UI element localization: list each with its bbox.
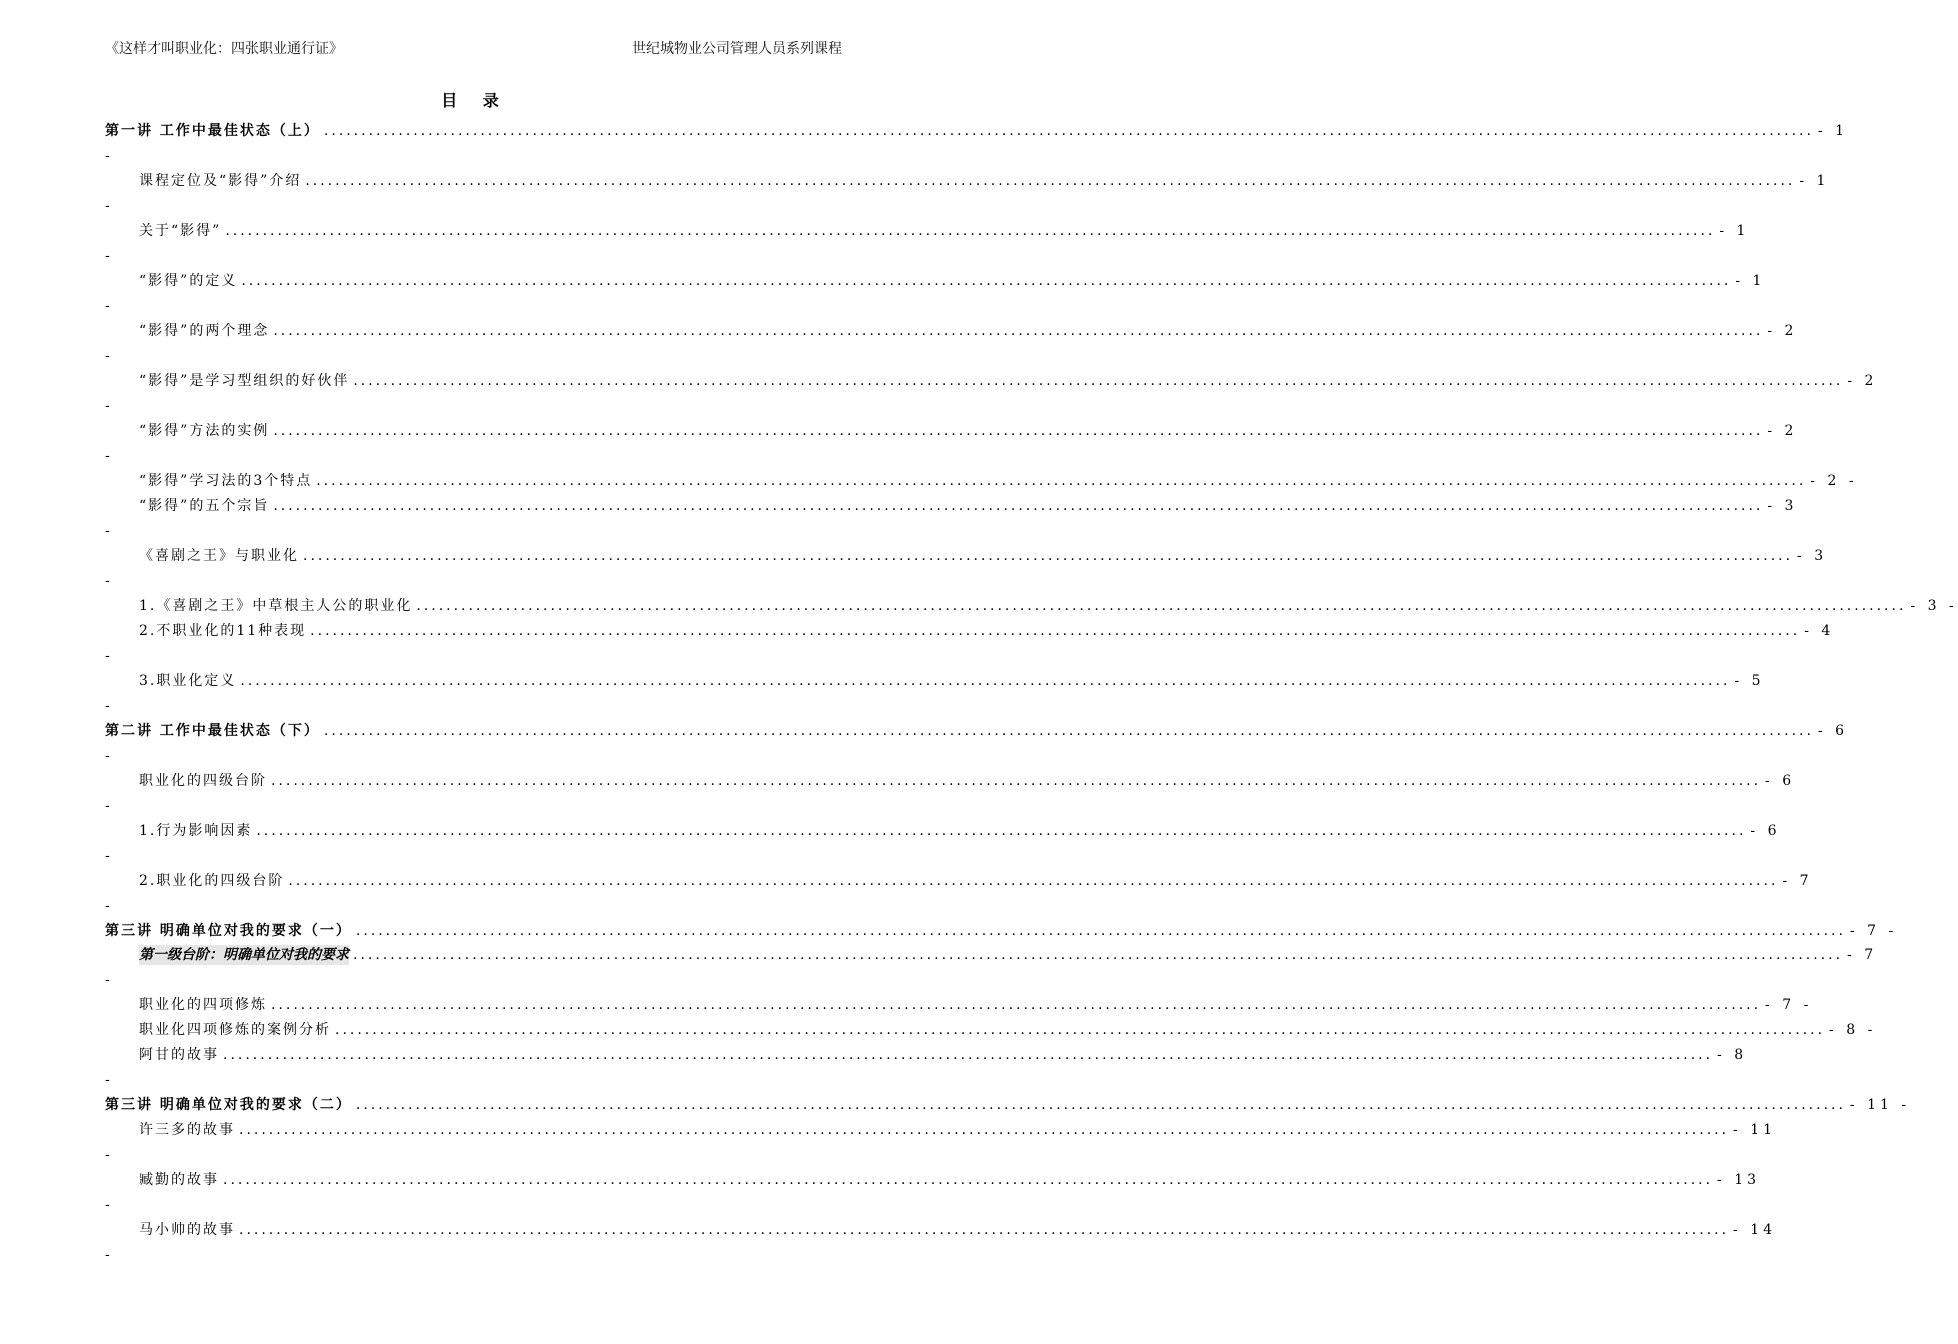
toc-leader-dots: ........................................................................................................................................................................................................: [288, 872, 1779, 889]
toc-leader-dots: ........................................................................................................................................................................................................: [310, 622, 1801, 639]
toc-entry-label: 课程定位及“影得”介绍: [139, 173, 302, 189]
toc-entry[interactable]: [139, 596, 1958, 616]
toc-entry-page: - 5: [1734, 672, 1765, 689]
toc-leader-dots: ........................................................................................................................................................................................................: [316, 473, 1807, 489]
toc-entry-label: 马小帅的故事: [139, 1221, 235, 1238]
toc-entry[interactable]: [139, 821, 1781, 841]
toc-entry-label: “影得”方法的实例: [139, 423, 270, 439]
toc-leader-dots: ........................................................................................................................................................................................................: [323, 123, 1814, 139]
toc-entry-page: - 2: [1847, 373, 1878, 389]
toc-leader-dots: ........................................................................................................................................................................................................: [271, 997, 1762, 1014]
toc-entry[interactable]: [139, 321, 1798, 341]
toc-chapter-entry[interactable]: [105, 1095, 1911, 1115]
toc-entry-page: - 2: [1767, 323, 1798, 339]
toc-leader-dots: ........................................................................................................................................................................................................: [353, 947, 1844, 964]
toc-leader-dots: ........................................................................................................................................................................................................: [256, 822, 1747, 839]
toc-page-suffix: -: [105, 198, 110, 214]
toc-entry[interactable]: [139, 1020, 1877, 1040]
toc-entry-label: 第三讲 明确单位对我的要求（一）: [105, 922, 352, 939]
toc-page-suffix: -: [105, 572, 110, 589]
toc-entry[interactable]: [139, 771, 1796, 791]
toc-entry-page: - 7 -: [1765, 997, 1813, 1014]
toc-entry[interactable]: [139, 945, 1878, 965]
toc-page-suffix: -: [105, 398, 110, 414]
toc-entry-label: 2.职业化的四级台阶: [139, 872, 285, 889]
toc-entry-page: - 7: [1847, 947, 1878, 964]
toc-entry-label: 阿甘的故事: [139, 1047, 219, 1063]
toc-leader-dots: ........................................................................................................................................................................................................: [223, 1047, 1714, 1063]
toc-entry-page: - 6: [1750, 822, 1781, 839]
toc-chapter-entry[interactable]: [105, 921, 1898, 941]
toc-entry-page: - 2 -: [1810, 473, 1858, 489]
toc-entry-page: - 11 -: [1849, 1097, 1911, 1113]
toc-entry-label: 2.不职业化的11种表现: [139, 622, 307, 639]
toc-entry[interactable]: [139, 371, 1878, 391]
toc-entry-label: 1.《喜剧之王》中草根主人公的职业化: [139, 597, 413, 614]
toc-entry-page: - 6: [1765, 772, 1796, 789]
header-right-text: 世纪城物业公司管理人员系列课程: [632, 41, 842, 57]
toc-entry-label: 许三多的故事: [139, 1121, 235, 1138]
toc-entry-label: “影得”的两个理念: [139, 323, 270, 339]
toc-page-suffix: -: [105, 847, 110, 864]
toc-leader-dots: ........................................................................................................................................................................................................: [240, 672, 1731, 689]
toc-entry-label: 1.行为影响因素: [139, 822, 253, 839]
toc-entry-label: 关于“影得”: [139, 223, 222, 239]
toc-leader-dots: ........................................................................................................................................................................................................: [239, 1121, 1730, 1138]
toc-entry-page: - 4: [1804, 622, 1835, 639]
toc-leader-dots: ........................................................................................................................................................................................................: [241, 273, 1732, 289]
toc-chapter-entry[interactable]: [105, 121, 1849, 141]
toc-page-suffix: -: [105, 1146, 110, 1163]
toc-entry-label: 第一级台阶：明确单位对我的要求: [139, 947, 349, 964]
toc-entry-page: - 7 -: [1849, 922, 1898, 939]
toc-page-suffix: -: [105, 348, 110, 364]
toc-entry-label: 第三讲 明确单位对我的要求（二）: [105, 1097, 352, 1113]
toc-page-suffix: -: [105, 248, 110, 264]
toc-entry-label: 第一讲 工作中最佳状态（上）: [105, 123, 320, 139]
toc-leader-dots: ........................................................................................................................................................................................................: [335, 1022, 1826, 1039]
toc-entry[interactable]: [139, 1220, 1777, 1240]
toc-entry-page: - 2: [1767, 423, 1798, 439]
toc-entry-label: “影得”的五个宗旨: [139, 497, 270, 514]
toc-entry[interactable]: [139, 221, 1750, 241]
toc-entry-page: - 11: [1733, 1121, 1777, 1138]
toc-entry-page: - 1: [1719, 223, 1750, 239]
toc-entry-page: - 3: [1767, 497, 1798, 514]
toc-page-suffix: -: [105, 448, 110, 464]
toc-entry-page: - 8: [1717, 1047, 1748, 1063]
toc-entry[interactable]: [139, 995, 1813, 1015]
toc-entry[interactable]: [139, 871, 1813, 891]
toc-page-suffix: -: [105, 1072, 110, 1088]
toc-entry-page: - 1: [1817, 123, 1849, 139]
toc-entry[interactable]: [139, 471, 1858, 491]
toc-leader-dots: ........................................................................................................................................................................................................: [225, 223, 1716, 239]
toc-entry[interactable]: [139, 421, 1798, 441]
toc-entry[interactable]: [139, 496, 1798, 516]
toc-page-suffix: -: [105, 522, 110, 539]
toc-entry-page: - 7: [1782, 872, 1813, 889]
toc-leader-dots: ........................................................................................................................................................................................................: [355, 922, 1846, 939]
toc-chapter-entry[interactable]: [105, 721, 1849, 741]
toc-leader-dots: ........................................................................................................................................................................................................: [223, 1171, 1714, 1188]
toc-leader-dots: ........................................................................................................................................................................................................: [353, 373, 1844, 389]
toc-leader-dots: ........................................................................................................................................................................................................: [303, 547, 1794, 564]
toc-leader-dots: ........................................................................................................................................................................................................: [273, 423, 1764, 439]
toc-page-suffix: -: [105, 972, 110, 989]
toc-entry[interactable]: [139, 621, 1835, 641]
toc-entry[interactable]: [139, 1120, 1777, 1140]
toc-leader-dots: ........................................................................................................................................................................................................: [271, 772, 1762, 789]
toc-entry-label: 臧勤的故事: [139, 1171, 219, 1188]
toc-leader-dots: ........................................................................................................................................................................................................: [323, 722, 1814, 739]
toc-entry-label: 职业化的四级台阶: [139, 772, 267, 789]
toc-entry[interactable]: [139, 1170, 1761, 1190]
toc-entry-page: - 3: [1797, 547, 1828, 564]
toc-page-suffix: -: [105, 647, 110, 664]
toc-page-suffix: -: [105, 897, 110, 914]
toc-entry-label: “影得”的定义: [139, 273, 238, 289]
toc-entry-label: 职业化四项修炼的案例分析: [139, 1022, 331, 1039]
toc-leader-dots: ........................................................................................................................................................................................................: [416, 597, 1907, 614]
toc-page-suffix: -: [105, 148, 110, 164]
toc-page-suffix: -: [105, 747, 110, 764]
toc-entry[interactable]: [139, 546, 1828, 566]
toc-entry[interactable]: [139, 171, 1830, 191]
toc-entry-label: 职业化的四项修炼: [139, 997, 267, 1014]
toc-entry-page: - 6: [1817, 722, 1849, 739]
page-title: 目 录: [441, 91, 509, 110]
toc-entry-label: “影得”是学习型组织的好伙伴: [139, 373, 350, 389]
toc-entry-page: - 1: [1799, 173, 1830, 189]
toc-leader-dots: ........................................................................................................................................................................................................: [355, 1097, 1846, 1113]
toc-leader-dots: ........................................................................................................................................................................................................: [273, 497, 1764, 514]
toc-page-suffix: -: [105, 697, 110, 714]
toc-entry-label: 第二讲 工作中最佳状态（下）: [105, 722, 320, 739]
header-left-text: 《这样才叫职业化：四张职业通行证》: [105, 41, 343, 57]
toc-leader-dots: ........................................................................................................................................................................................................: [305, 173, 1796, 189]
toc-entry[interactable]: [139, 1045, 1748, 1065]
toc-page-suffix: -: [105, 1246, 110, 1263]
toc-entry[interactable]: [139, 671, 1765, 691]
toc-entry-page: - 14: [1733, 1221, 1777, 1238]
toc-page-suffix: -: [105, 298, 110, 314]
toc-page-suffix: -: [105, 1196, 110, 1213]
toc-entry-page: - 13: [1717, 1171, 1761, 1188]
toc-entry[interactable]: [139, 271, 1766, 291]
toc-leader-dots: ........................................................................................................................................................................................................: [273, 323, 1764, 339]
toc-entry-page: - 1: [1735, 273, 1766, 289]
toc-entry-page: - 8 -: [1829, 1022, 1877, 1039]
toc-entry-page: - 3 -: [1910, 597, 1958, 614]
toc-entry-label: 《喜剧之王》与职业化: [139, 547, 299, 564]
toc-entry-label: 3.职业化定义: [139, 672, 237, 689]
toc-page-suffix: -: [105, 797, 110, 814]
toc-leader-dots: ........................................................................................................................................................................................................: [239, 1221, 1730, 1238]
toc-entry-label: “影得”学习法的3个特点: [139, 473, 313, 489]
